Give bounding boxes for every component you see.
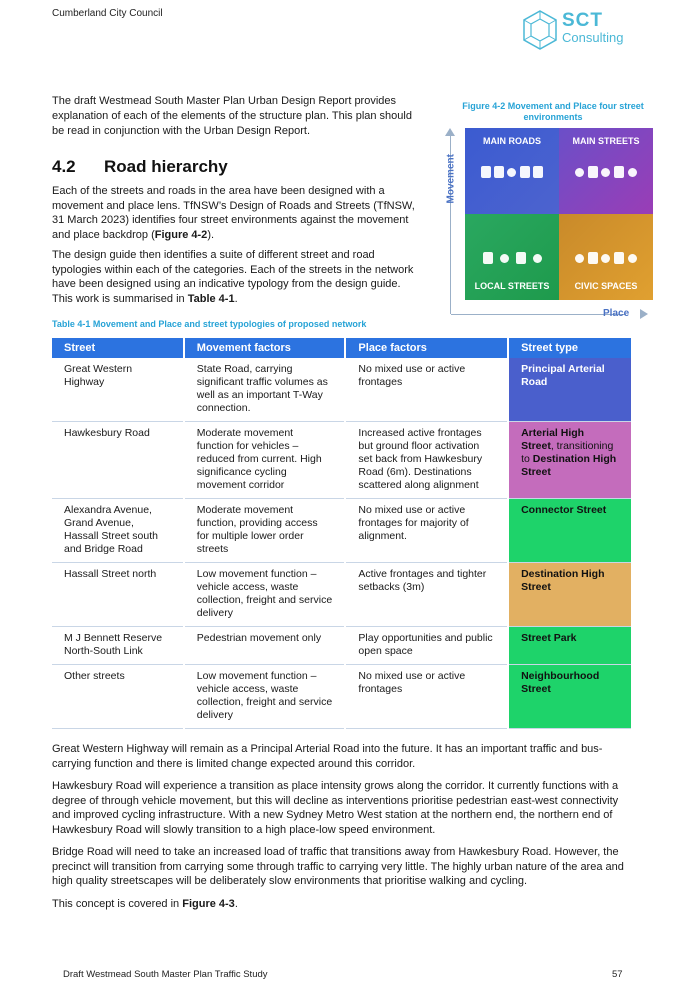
quadrant-label: LOCAL STREETS — [474, 281, 550, 291]
figure-reference[interactable]: Figure 4-3 — [182, 897, 235, 910]
quadrant-main-roads — [465, 128, 559, 214]
logo-wordmark: SCT — [562, 10, 603, 31]
body-paragraph-3: Bridge Road will need to take an increased load of traffic that transitions away from Hawkesbury Road. However, the precinct will transition from carrying some through traffic to carrying very little. The highly urban nature of the area and high quality streetscapes will be deliberately slow environments that prioritise walking and cycling. — [52, 846, 624, 887]
quadrant-label: CIVIC SPACES — [574, 281, 638, 291]
quadrant-local-streets — [465, 214, 559, 300]
cell-street-type: Destination High Street — [508, 563, 632, 627]
paragraph-text: Each of the streets and roads in the area have been designed with a movement and place lens. TfNSW’s Design of Roads and Streets (TfNSW, 31 March 2023) identifies four street environments against the movement and place backdrop ( — [52, 185, 415, 241]
section-paragraph-2 — [52, 248, 424, 306]
cell-street-type: Neighbourhood Street — [508, 665, 632, 729]
section-title: Road hierarchy — [104, 157, 228, 176]
x-axis-arrow-icon — [640, 309, 648, 319]
logo-subtitle: Consulting — [562, 30, 624, 45]
cell-movement: Moderate movement function for vehicles – reduced from current. High significance cycling movement corridor — [184, 422, 346, 499]
cell-movement: Low movement function – vehicle access, waste collection, freight and service delivery — [184, 563, 346, 627]
table-row — [52, 665, 632, 729]
quadrant-label: MAIN STREETS — [572, 136, 640, 146]
cell-place: Active frontages and tighter setbacks (3m) — [345, 563, 508, 627]
paragraph-text: The design guide then identifies a suite of different street and road typologies within each of the categories. Each of the streets in the network have been designed using an indicative typology from the design guide. This work is summarised in — [52, 249, 414, 305]
cell-street-type: Street Park — [508, 627, 632, 665]
y-axis-label: Movement — [445, 154, 457, 204]
table-caption: Table 4-1 Movement and Place and street typologies of proposed network — [52, 319, 367, 329]
section-number: 4.2 — [52, 157, 76, 176]
cell-street-type: Principal Arterial Road — [508, 358, 632, 422]
quadrant-main-streets — [559, 128, 653, 214]
cell-street: M J Bennett Reserve North-South Link — [52, 627, 184, 665]
section-paragraph-1 — [52, 184, 424, 242]
civic-plaza-icon — [573, 248, 639, 268]
figure-caption: Figure 4-2 Movement and Place four street environments — [462, 101, 644, 122]
cell-place: No mixed use or active frontages — [345, 665, 508, 729]
cell-street: Great Western Highway — [52, 358, 184, 422]
table-row — [52, 563, 632, 627]
cell-place: No mixed use or active frontages — [345, 358, 508, 422]
column-header-street-type: Street type — [508, 338, 632, 358]
body-paragraph-2: Hawkesbury Road will experience a transition as place intensity grows along the corridor. It currently functions with a degree of through vehicle movement, but this will decline as interventions prioritise pedestrian east-west connectivity and improved cycling infrastructure. With a new Sydney Metro West station at the northern end, the northern end of Hawkesbury Road will slowly transition to a high place-low speed environment. — [52, 780, 619, 836]
table-header-row — [52, 338, 632, 358]
cell-place: No mixed use or active frontages for majority of alignment. — [345, 499, 508, 563]
movement-place-figure — [443, 128, 659, 328]
cell-place: Play opportunities and public open space — [345, 627, 508, 665]
cell-movement: State Road, carrying significant traffic volumes as well as an important T-Way connection. — [184, 358, 346, 422]
cell-street: Alexandra Avenue, Grand Avenue, Hassall Street south and Bridge Road — [52, 499, 184, 563]
street-activity-icon — [573, 162, 639, 182]
x-axis-label: Place — [603, 308, 630, 319]
cell-movement: Moderate movement function, providing access for multiple lower order streets — [184, 499, 346, 563]
table-row — [52, 627, 632, 665]
body-paragraph-4 — [52, 897, 637, 912]
street-type-secondary: Destination High Street — [521, 453, 617, 478]
quadrant-grid — [465, 128, 653, 300]
paragraph-text: ). — [207, 228, 215, 241]
cell-street: Hassall Street north — [52, 563, 184, 627]
table-row — [52, 358, 632, 422]
section-heading — [52, 157, 228, 177]
cell-movement: Pedestrian movement only — [184, 627, 346, 665]
cell-street: Other streets — [52, 665, 184, 729]
street-type-connector: , transitioning to — [521, 440, 614, 465]
body-text — [52, 742, 637, 919]
cell-street-type — [508, 422, 632, 499]
footer-document-title: Draft Westmead South Master Plan Traffic Study — [63, 969, 268, 980]
street-typology-table — [52, 338, 633, 729]
table-row — [52, 422, 632, 499]
intro-paragraph: The draft Westmead South Master Plan Urban Design Report provides explanation of each of the elements of the structure plan. This plan should be read in conjunction with the Urban Design Report. — [52, 95, 412, 137]
figure-reference[interactable]: Figure 4-2 — [154, 228, 208, 241]
sct-logo — [518, 8, 638, 54]
cell-movement: Low movement function – vehicle access, waste collection, freight and service delivery — [184, 665, 346, 729]
paragraph-text: . — [234, 897, 238, 910]
cell-street-type: Connector Street — [508, 499, 632, 563]
houses-icon — [479, 248, 545, 268]
street-type-primary: Arterial High Street — [521, 427, 585, 452]
hexagon-network-icon — [518, 8, 562, 52]
cell-place: Increased active frontages but ground floor activation set back from Hawkesbury Road (6m). Destinations scattered along alignment — [345, 422, 508, 499]
page-header-org: Cumberland City Council — [52, 8, 163, 19]
quadrant-label: MAIN ROADS — [483, 136, 541, 146]
table-row — [52, 499, 632, 563]
quadrant-civic-spaces — [559, 214, 653, 300]
footer-page-number: 57 — [612, 969, 623, 980]
cell-street: Hawkesbury Road — [52, 422, 184, 499]
body-paragraph-1: Great Western Highway will remain as a Principal Arterial Road into the future. It has an important traffic and bus-carrying function and there is limited change expected around this corridor. — [52, 743, 603, 770]
column-header-movement: Movement factors — [184, 338, 346, 358]
paragraph-text: . — [234, 292, 238, 305]
paragraph-text: This concept is covered in — [52, 897, 183, 910]
y-axis-arrow-icon — [445, 128, 455, 136]
column-header-street: Street — [52, 338, 184, 358]
x-axis-line — [451, 314, 626, 315]
vehicles-icon — [479, 162, 545, 182]
column-header-place: Place factors — [345, 338, 508, 358]
table-reference[interactable]: Table 4-1 — [187, 292, 235, 305]
